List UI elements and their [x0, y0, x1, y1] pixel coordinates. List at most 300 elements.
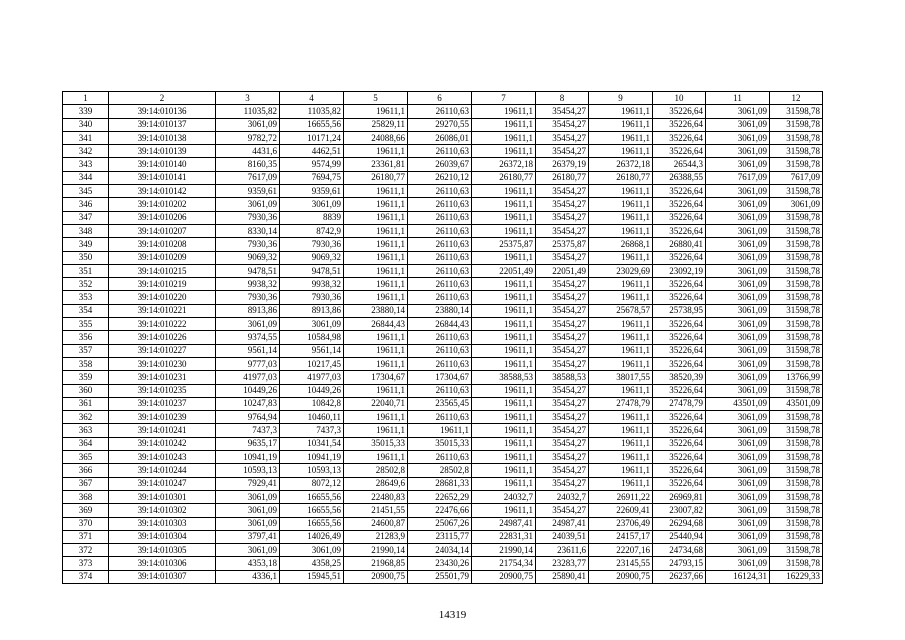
value-cell: 26388,55 — [653, 171, 706, 184]
value-cell: 35226,64 — [653, 464, 706, 477]
value-cell: 26110,63 — [408, 224, 472, 237]
value-cell: 10593,13 — [280, 464, 344, 477]
data-table — [62, 91, 823, 584]
value-cell: 3061,09 — [216, 318, 280, 331]
value-cell: 3061,09 — [706, 131, 770, 144]
value-cell: 26372,18 — [472, 158, 536, 171]
value-cell: 43501,09 — [770, 397, 823, 410]
value-cell: 31598,78 — [770, 224, 823, 237]
value-cell: 19611,1 — [472, 357, 536, 370]
value-cell: 3061,09 — [706, 477, 770, 490]
value-cell: 19611,1 — [472, 278, 536, 291]
row-number-cell: 367 — [63, 477, 109, 490]
value-cell: 3061,09 — [706, 318, 770, 331]
value-cell: 9374,55 — [216, 331, 280, 344]
value-cell: 26110,63 — [408, 357, 472, 370]
row-number-cell: 368 — [63, 490, 109, 503]
value-cell: 35226,64 — [653, 105, 706, 118]
value-cell: 29270,55 — [408, 118, 472, 131]
value-cell: 19611,1 — [589, 344, 653, 357]
value-cell: 10247,83 — [216, 397, 280, 410]
value-cell: 21283,9 — [344, 530, 408, 543]
value-cell: 19611,1 — [589, 185, 653, 198]
table-row — [63, 211, 823, 224]
value-cell: 19611,1 — [472, 211, 536, 224]
value-cell: 21990,14 — [472, 544, 536, 557]
value-cell: 19611,1 — [589, 357, 653, 370]
value-cell: 31598,78 — [770, 131, 823, 144]
cadastral-id-cell: 39:14:010227 — [109, 344, 216, 357]
value-cell: 26110,63 — [408, 411, 472, 424]
value-cell: 35226,64 — [653, 318, 706, 331]
value-cell: 7929,41 — [216, 477, 280, 490]
row-number-cell: 344 — [63, 171, 109, 184]
cadastral-id-cell: 39:14:010142 — [109, 185, 216, 198]
value-cell: 38520,39 — [653, 371, 706, 384]
value-cell: 28649,6 — [344, 477, 408, 490]
value-cell: 26110,63 — [408, 238, 472, 251]
value-cell: 31598,78 — [770, 517, 823, 530]
value-cell: 26911,22 — [589, 490, 653, 503]
value-cell: 19611,1 — [589, 131, 653, 144]
value-cell: 16655,56 — [280, 504, 344, 517]
value-cell: 35226,64 — [653, 251, 706, 264]
value-cell: 25501,79 — [408, 570, 472, 583]
value-cell: 19611,1 — [472, 477, 536, 490]
row-number-cell: 358 — [63, 357, 109, 370]
value-cell: 25375,87 — [472, 238, 536, 251]
value-cell: 22476,66 — [408, 504, 472, 517]
value-cell: 11035,82 — [216, 105, 280, 118]
table-row — [63, 344, 823, 357]
value-cell: 10341,54 — [280, 437, 344, 450]
value-cell: 3061,09 — [216, 504, 280, 517]
value-cell: 3061,09 — [706, 211, 770, 224]
value-cell: 35226,64 — [653, 145, 706, 158]
value-cell: 28502,8 — [408, 464, 472, 477]
value-cell: 35226,64 — [653, 224, 706, 237]
value-cell: 3061,09 — [706, 384, 770, 397]
value-cell: 19611,1 — [589, 437, 653, 450]
cadastral-id-cell: 39:14:010140 — [109, 158, 216, 171]
value-cell: 7930,36 — [216, 291, 280, 304]
value-cell: 19611,1 — [344, 251, 408, 264]
table-body — [63, 92, 823, 584]
cadastral-id-cell: 39:14:010230 — [109, 357, 216, 370]
value-cell: 15945,51 — [280, 570, 344, 583]
value-cell: 35454,27 — [536, 198, 589, 211]
value-cell: 19611,1 — [589, 451, 653, 464]
value-cell: 8913,86 — [216, 304, 280, 317]
value-cell: 24032,7 — [536, 490, 589, 503]
row-number-cell: 352 — [63, 278, 109, 291]
row-number-cell: 341 — [63, 131, 109, 144]
cadastral-id-cell: 39:14:010235 — [109, 384, 216, 397]
value-cell: 19611,1 — [344, 424, 408, 437]
value-cell: 31598,78 — [770, 185, 823, 198]
row-number-cell: 374 — [63, 570, 109, 583]
value-cell: 35454,27 — [536, 451, 589, 464]
value-cell: 23092,19 — [653, 264, 706, 277]
value-cell: 35226,64 — [653, 437, 706, 450]
value-cell: 35454,27 — [536, 318, 589, 331]
value-cell: 3061,09 — [706, 118, 770, 131]
value-cell: 22652,29 — [408, 490, 472, 503]
value-cell: 31598,78 — [770, 557, 823, 570]
cadastral-id-cell: 39:14:010302 — [109, 504, 216, 517]
value-cell: 7437,3 — [280, 424, 344, 437]
value-cell: 3061,09 — [706, 437, 770, 450]
value-cell: 23880,14 — [344, 304, 408, 317]
row-number-cell: 362 — [63, 411, 109, 424]
row-number-cell: 369 — [63, 504, 109, 517]
row-number-cell: 373 — [63, 557, 109, 570]
row-number-cell: 355 — [63, 318, 109, 331]
value-cell: 26110,63 — [408, 451, 472, 464]
value-cell: 3061,09 — [706, 331, 770, 344]
value-cell: 22051,49 — [472, 264, 536, 277]
value-cell: 31598,78 — [770, 464, 823, 477]
value-cell: 3061,09 — [706, 145, 770, 158]
value-cell: 3061,09 — [706, 357, 770, 370]
value-cell: 19611,1 — [472, 384, 536, 397]
value-cell: 26180,77 — [472, 171, 536, 184]
column-header: 3 — [216, 92, 280, 105]
value-cell: 19611,1 — [472, 331, 536, 344]
value-cell: 26110,63 — [408, 145, 472, 158]
value-cell: 19611,1 — [344, 291, 408, 304]
value-cell: 19611,1 — [472, 464, 536, 477]
value-cell: 31598,78 — [770, 318, 823, 331]
column-header: 7 — [472, 92, 536, 105]
value-cell: 7930,36 — [280, 238, 344, 251]
value-cell: 3061,09 — [280, 544, 344, 557]
value-cell: 35454,27 — [536, 211, 589, 224]
value-cell: 19611,1 — [344, 344, 408, 357]
value-cell: 19611,1 — [472, 424, 536, 437]
value-cell: 19611,1 — [472, 451, 536, 464]
value-cell: 35226,64 — [653, 384, 706, 397]
value-cell: 3061,09 — [706, 530, 770, 543]
value-cell: 8742,9 — [280, 224, 344, 237]
row-number-cell: 340 — [63, 118, 109, 131]
cadastral-id-cell: 39:14:010239 — [109, 411, 216, 424]
value-cell: 35226,64 — [653, 185, 706, 198]
value-cell: 26544,3 — [653, 158, 706, 171]
row-number-cell: 351 — [63, 264, 109, 277]
value-cell: 3061,09 — [706, 291, 770, 304]
value-cell: 19611,1 — [344, 145, 408, 158]
value-cell: 3061,09 — [706, 185, 770, 198]
column-header: 11 — [706, 92, 770, 105]
value-cell: 10171,24 — [280, 131, 344, 144]
value-cell: 25067,26 — [408, 517, 472, 530]
value-cell: 24793,15 — [653, 557, 706, 570]
value-cell: 17304,67 — [344, 371, 408, 384]
table-row — [63, 384, 823, 397]
value-cell: 19611,1 — [589, 118, 653, 131]
value-cell: 9635,17 — [216, 437, 280, 450]
value-cell: 31598,78 — [770, 251, 823, 264]
value-cell: 22051,49 — [536, 264, 589, 277]
column-header: 5 — [344, 92, 408, 105]
cadastral-id-cell: 39:14:010138 — [109, 131, 216, 144]
value-cell: 31598,78 — [770, 504, 823, 517]
value-cell: 26294,68 — [653, 517, 706, 530]
value-cell: 9574,99 — [280, 158, 344, 171]
table-row — [63, 171, 823, 184]
table-row — [63, 105, 823, 118]
value-cell: 7930,36 — [216, 211, 280, 224]
cadastral-id-cell: 39:14:010208 — [109, 238, 216, 251]
value-cell: 26110,63 — [408, 264, 472, 277]
value-cell: 26039,67 — [408, 158, 472, 171]
value-cell: 7617,09 — [216, 171, 280, 184]
value-cell: 8839 — [280, 211, 344, 224]
value-cell: 35454,27 — [536, 105, 589, 118]
value-cell: 26110,63 — [408, 384, 472, 397]
value-cell: 26180,77 — [536, 171, 589, 184]
cadastral-id-cell: 39:14:010307 — [109, 570, 216, 583]
value-cell: 38588,53 — [536, 371, 589, 384]
value-cell: 3061,09 — [216, 544, 280, 557]
value-cell: 19611,1 — [472, 131, 536, 144]
value-cell: 3061,09 — [216, 118, 280, 131]
value-cell: 35015,33 — [344, 437, 408, 450]
value-cell: 19611,1 — [344, 105, 408, 118]
cadastral-id-cell: 39:14:010209 — [109, 251, 216, 264]
table-row — [63, 530, 823, 543]
value-cell: 19611,1 — [472, 411, 536, 424]
value-cell: 10460,11 — [280, 411, 344, 424]
value-cell: 9764,94 — [216, 411, 280, 424]
cadastral-id-cell: 39:14:010243 — [109, 451, 216, 464]
value-cell: 3061,09 — [706, 224, 770, 237]
value-cell: 19611,1 — [472, 105, 536, 118]
value-cell: 26110,63 — [408, 291, 472, 304]
value-cell: 21968,85 — [344, 557, 408, 570]
table-row — [63, 411, 823, 424]
table-row — [63, 251, 823, 264]
value-cell: 19611,1 — [589, 477, 653, 490]
value-cell: 19611,1 — [472, 397, 536, 410]
value-cell: 35454,27 — [536, 477, 589, 490]
value-cell: 10941,19 — [280, 451, 344, 464]
value-cell: 31598,78 — [770, 211, 823, 224]
value-cell: 3061,09 — [770, 198, 823, 211]
value-cell: 19611,1 — [472, 291, 536, 304]
row-number-cell: 348 — [63, 224, 109, 237]
value-cell: 9938,32 — [216, 278, 280, 291]
table-row — [63, 198, 823, 211]
cadastral-id-cell: 39:14:010237 — [109, 397, 216, 410]
value-cell: 19611,1 — [344, 411, 408, 424]
value-cell: 19611,1 — [589, 384, 653, 397]
column-header: 9 — [589, 92, 653, 105]
value-cell: 19611,1 — [589, 105, 653, 118]
value-cell: 35226,64 — [653, 211, 706, 224]
value-cell: 7930,36 — [280, 291, 344, 304]
value-cell: 35226,64 — [653, 357, 706, 370]
value-cell: 9777,03 — [216, 357, 280, 370]
value-cell: 35226,64 — [653, 198, 706, 211]
value-cell: 35454,27 — [536, 424, 589, 437]
value-cell: 19611,1 — [472, 504, 536, 517]
value-cell: 35226,64 — [653, 331, 706, 344]
table-row — [63, 504, 823, 517]
cadastral-id-cell: 39:14:010231 — [109, 371, 216, 384]
value-cell: 31598,78 — [770, 384, 823, 397]
value-cell: 35226,64 — [653, 451, 706, 464]
value-cell: 19611,1 — [344, 278, 408, 291]
value-cell: 19611,1 — [344, 357, 408, 370]
value-cell: 25738,95 — [653, 304, 706, 317]
row-number-cell: 372 — [63, 544, 109, 557]
cadastral-id-cell: 39:14:010305 — [109, 544, 216, 557]
cadastral-id-cell: 39:14:010136 — [109, 105, 216, 118]
value-cell: 7930,36 — [216, 238, 280, 251]
value-cell: 35454,27 — [536, 278, 589, 291]
value-cell: 19611,1 — [408, 424, 472, 437]
value-cell: 20900,75 — [589, 570, 653, 583]
cadastral-id-cell: 39:14:010141 — [109, 171, 216, 184]
value-cell: 3061,09 — [706, 198, 770, 211]
value-cell: 24600,87 — [344, 517, 408, 530]
value-cell: 25440,94 — [653, 530, 706, 543]
value-cell: 16124,31 — [706, 570, 770, 583]
value-cell: 9069,32 — [216, 251, 280, 264]
value-cell: 25375,87 — [536, 238, 589, 251]
value-cell: 35226,64 — [653, 131, 706, 144]
value-cell: 26110,63 — [408, 105, 472, 118]
value-cell: 26969,81 — [653, 490, 706, 503]
value-cell: 31598,78 — [770, 304, 823, 317]
value-cell: 3061,09 — [706, 411, 770, 424]
value-cell: 10449,26 — [280, 384, 344, 397]
cadastral-id-cell: 39:14:010226 — [109, 331, 216, 344]
value-cell: 3061,09 — [706, 517, 770, 530]
value-cell: 20900,75 — [344, 570, 408, 583]
table-row — [63, 264, 823, 277]
value-cell: 26110,63 — [408, 331, 472, 344]
value-cell: 23115,77 — [408, 530, 472, 543]
column-header: 6 — [408, 92, 472, 105]
table-row — [63, 145, 823, 158]
value-cell: 28502,8 — [344, 464, 408, 477]
cadastral-id-cell: 39:14:010242 — [109, 437, 216, 450]
value-cell: 4336,1 — [216, 570, 280, 583]
value-cell: 7617,09 — [706, 171, 770, 184]
row-number-cell: 347 — [63, 211, 109, 224]
row-number-cell: 343 — [63, 158, 109, 171]
value-cell: 3061,09 — [706, 557, 770, 570]
value-cell: 38017,55 — [589, 371, 653, 384]
table-row — [63, 517, 823, 530]
value-cell: 26379,19 — [536, 158, 589, 171]
value-cell: 26110,63 — [408, 278, 472, 291]
value-cell: 26110,63 — [408, 185, 472, 198]
value-cell: 19611,1 — [472, 304, 536, 317]
value-cell: 19611,1 — [589, 224, 653, 237]
value-cell: 19611,1 — [589, 251, 653, 264]
value-cell: 28681,33 — [408, 477, 472, 490]
value-cell: 11035,82 — [280, 105, 344, 118]
value-cell: 23706,49 — [589, 517, 653, 530]
value-cell: 31598,78 — [770, 411, 823, 424]
value-cell: 23611,6 — [536, 544, 589, 557]
value-cell: 38588,53 — [472, 371, 536, 384]
value-cell: 26210,12 — [408, 171, 472, 184]
value-cell: 35226,64 — [653, 278, 706, 291]
value-cell: 31598,78 — [770, 278, 823, 291]
column-header: 2 — [109, 92, 216, 105]
row-number-cell: 371 — [63, 530, 109, 543]
value-cell: 35454,27 — [536, 251, 589, 264]
value-cell: 19611,1 — [589, 411, 653, 424]
value-cell: 19611,1 — [344, 185, 408, 198]
value-cell: 10584,98 — [280, 331, 344, 344]
table-row — [63, 131, 823, 144]
value-cell: 35454,27 — [536, 464, 589, 477]
row-number-cell: 353 — [63, 291, 109, 304]
value-cell: 22609,41 — [589, 504, 653, 517]
value-cell: 35226,64 — [653, 291, 706, 304]
value-cell: 22207,16 — [589, 544, 653, 557]
value-cell: 9359,61 — [216, 185, 280, 198]
value-cell: 43501,09 — [706, 397, 770, 410]
table-row — [63, 451, 823, 464]
row-number-cell: 357 — [63, 344, 109, 357]
value-cell: 19611,1 — [472, 318, 536, 331]
value-cell: 17304,67 — [408, 371, 472, 384]
value-cell: 19611,1 — [472, 224, 536, 237]
value-cell: 26844,43 — [408, 318, 472, 331]
table-row — [63, 331, 823, 344]
value-cell: 31598,78 — [770, 291, 823, 304]
value-cell: 31598,78 — [770, 437, 823, 450]
value-cell: 7437,3 — [216, 424, 280, 437]
value-cell: 3061,09 — [706, 504, 770, 517]
value-cell: 31598,78 — [770, 490, 823, 503]
table-row — [63, 477, 823, 490]
value-cell: 26880,41 — [653, 238, 706, 251]
value-cell: 22040,71 — [344, 397, 408, 410]
value-cell: 9478,51 — [216, 264, 280, 277]
value-cell: 3061,09 — [706, 424, 770, 437]
value-cell: 35454,27 — [536, 291, 589, 304]
value-cell: 27478,79 — [589, 397, 653, 410]
cadastral-id-cell: 39:14:010306 — [109, 557, 216, 570]
value-cell: 16655,56 — [280, 517, 344, 530]
value-cell: 31598,78 — [770, 331, 823, 344]
value-cell: 3061,09 — [706, 451, 770, 464]
value-cell: 35454,27 — [536, 145, 589, 158]
value-cell: 35454,27 — [536, 344, 589, 357]
column-header: 12 — [770, 92, 823, 105]
value-cell: 35454,27 — [536, 118, 589, 131]
value-cell: 8330,14 — [216, 224, 280, 237]
value-cell: 31598,78 — [770, 145, 823, 158]
page-number: 14319 — [438, 609, 467, 621]
header-row — [63, 92, 823, 105]
value-cell: 3061,09 — [706, 304, 770, 317]
value-cell: 26110,63 — [408, 251, 472, 264]
value-cell: 19611,1 — [344, 224, 408, 237]
value-cell: 8160,35 — [216, 158, 280, 171]
value-cell: 23565,45 — [408, 397, 472, 410]
table-row — [63, 490, 823, 503]
value-cell: 35226,64 — [653, 411, 706, 424]
